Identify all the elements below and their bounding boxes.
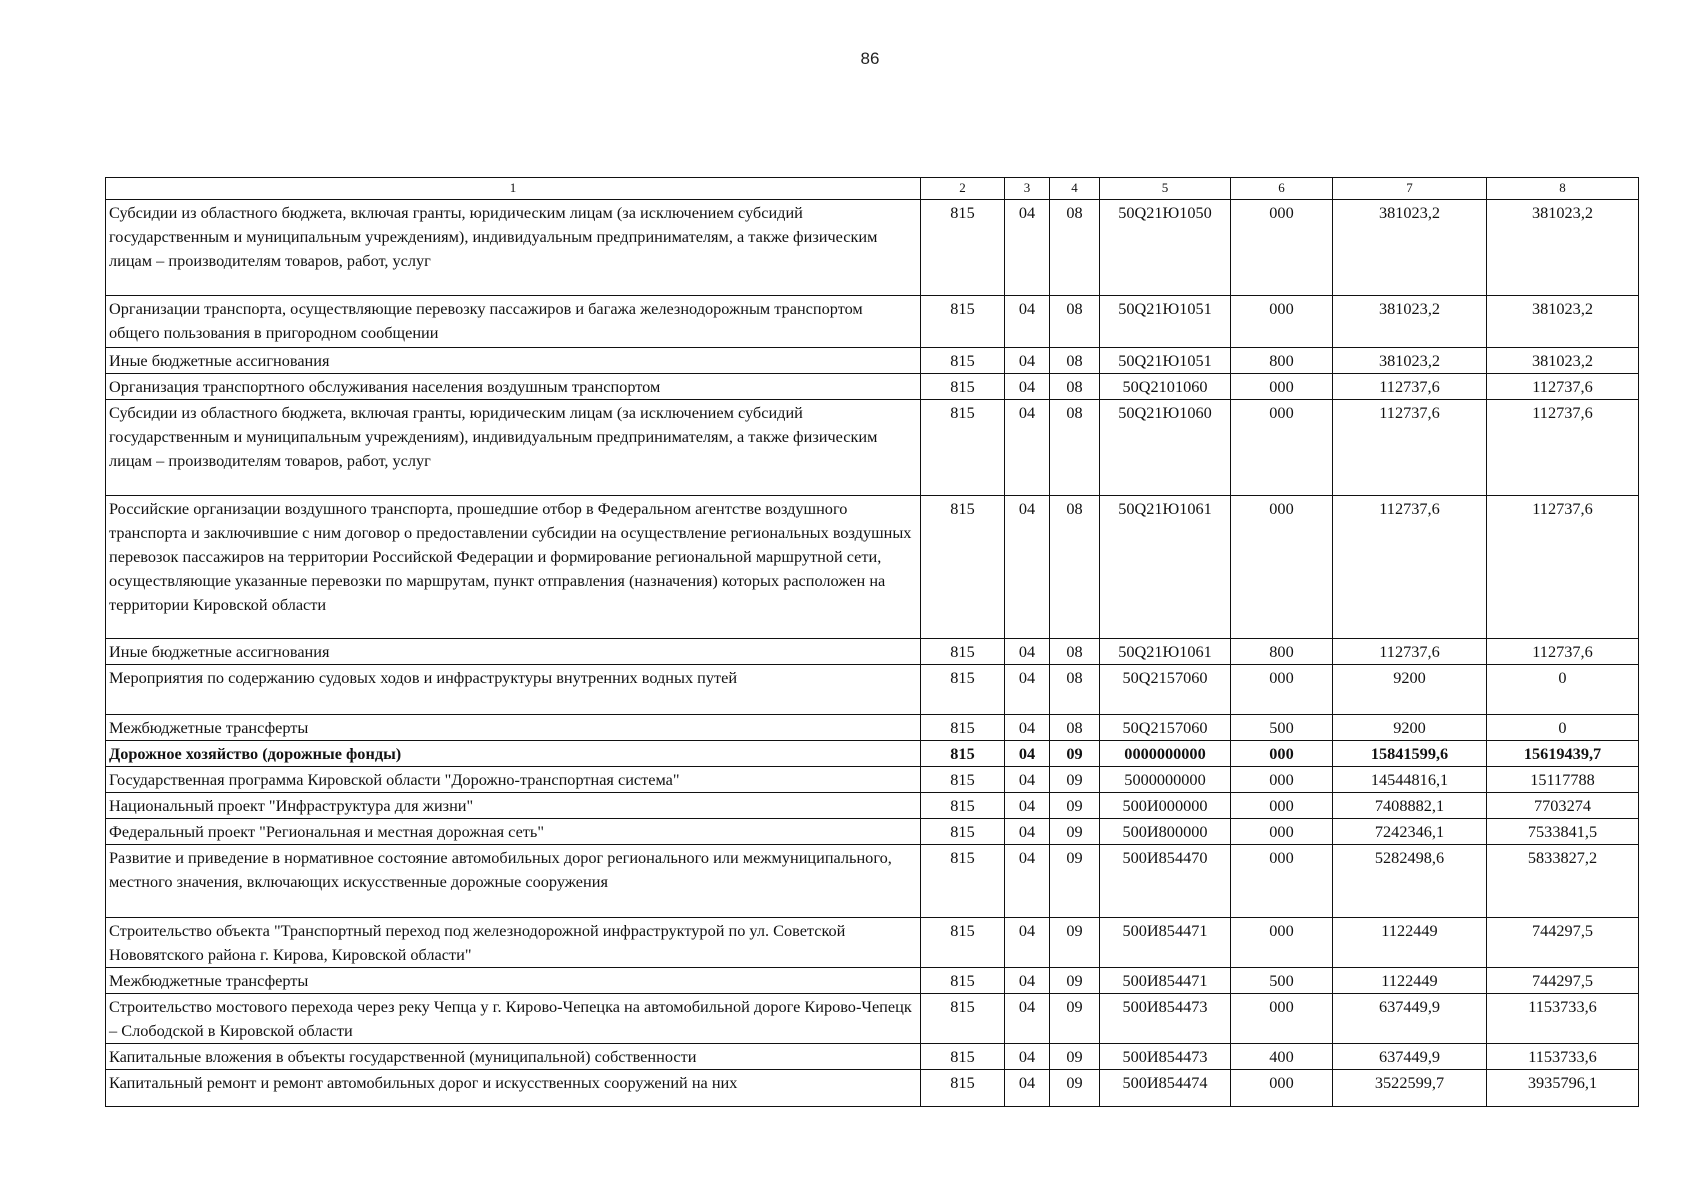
- target-article-cell: 50Q2157060: [1100, 665, 1231, 715]
- expense-type-cell: 000: [1231, 819, 1333, 845]
- expense-type-cell: 000: [1231, 496, 1333, 639]
- table-row: [106, 496, 1639, 639]
- table-row: [106, 639, 1639, 665]
- header-cell: 1: [106, 178, 921, 200]
- subsection-code-cell: 09: [1050, 819, 1100, 845]
- table-row: [106, 296, 1639, 348]
- target-article-cell: 500И854470: [1100, 845, 1231, 918]
- amount-year2-cell: 112737,6: [1487, 374, 1639, 400]
- target-article-cell: 500И854471: [1100, 918, 1231, 968]
- ministry-code-cell: 815: [921, 793, 1005, 819]
- section-code-cell: 04: [1005, 1044, 1050, 1070]
- section-code-cell: 04: [1005, 994, 1050, 1044]
- row-name-cell: Иные бюджетные ассигнования: [106, 348, 921, 374]
- expense-type-cell: 000: [1231, 741, 1333, 767]
- subsection-code-cell: 08: [1050, 374, 1100, 400]
- amount-year1-cell: 637449,9: [1333, 1044, 1487, 1070]
- row-name-cell: Капитальные вложения в объекты государственной (муниципальной) собственности: [106, 1044, 921, 1070]
- expense-type-cell: 500: [1231, 715, 1333, 741]
- amount-year1-cell: 112737,6: [1333, 374, 1487, 400]
- subsection-code-cell: 09: [1050, 1070, 1100, 1107]
- section-code-cell: 04: [1005, 968, 1050, 994]
- subsection-code-cell: 08: [1050, 715, 1100, 741]
- section-code-cell: 04: [1005, 1070, 1050, 1107]
- budget-table: [105, 177, 1639, 1107]
- expense-type-cell: 000: [1231, 767, 1333, 793]
- amount-year2-cell: 3935796,1: [1487, 1070, 1639, 1107]
- amount-year2-cell: 1153733,6: [1487, 1044, 1639, 1070]
- ministry-code-cell: 815: [921, 741, 1005, 767]
- target-article-cell: 5000000000: [1100, 767, 1231, 793]
- amount-year1-cell: 112737,6: [1333, 400, 1487, 496]
- expense-type-cell: 400: [1231, 1044, 1333, 1070]
- target-article-cell: 500И854474: [1100, 1070, 1231, 1107]
- target-article-cell: 500И854471: [1100, 968, 1231, 994]
- ministry-code-cell: 815: [921, 400, 1005, 496]
- amount-year1-cell: 3522599,7: [1333, 1070, 1487, 1107]
- amount-year1-cell: 1122449: [1333, 918, 1487, 968]
- header-cell: 5: [1100, 178, 1231, 200]
- row-name-cell: Дорожное хозяйство (дорожные фонды): [106, 741, 921, 767]
- amount-year2-cell: 744297,5: [1487, 918, 1639, 968]
- amount-year2-cell: 112737,6: [1487, 639, 1639, 665]
- table-row: [106, 200, 1639, 296]
- section-code-cell: 04: [1005, 348, 1050, 374]
- amount-year1-cell: 112737,6: [1333, 639, 1487, 665]
- section-code-cell: 04: [1005, 767, 1050, 793]
- header-cell: 7: [1333, 178, 1487, 200]
- subsection-code-cell: 08: [1050, 400, 1100, 496]
- ministry-code-cell: 815: [921, 715, 1005, 741]
- header-cell: 8: [1487, 178, 1639, 200]
- ministry-code-cell: 815: [921, 994, 1005, 1044]
- ministry-code-cell: 815: [921, 1070, 1005, 1107]
- subsection-code-cell: 09: [1050, 793, 1100, 819]
- target-article-cell: 500И800000: [1100, 819, 1231, 845]
- amount-year2-cell: 381023,2: [1487, 200, 1639, 296]
- target-article-cell: 50Q2157060: [1100, 715, 1231, 741]
- subsection-code-cell: 08: [1050, 496, 1100, 639]
- amount-year2-cell: 381023,2: [1487, 296, 1639, 348]
- subsection-code-cell: 08: [1050, 639, 1100, 665]
- amount-year2-cell: 15619439,7: [1487, 741, 1639, 767]
- row-name-cell: Государственная программа Кировской области "Дорожно-транспортная система": [106, 767, 921, 793]
- subsection-code-cell: 08: [1050, 665, 1100, 715]
- ministry-code-cell: 815: [921, 918, 1005, 968]
- subsection-code-cell: 09: [1050, 1044, 1100, 1070]
- row-name-cell: Организации транспорта, осуществляющие перевозку пассажиров и багажа железнодорожным транспортом общего пользования в пригородном сообщении: [106, 296, 921, 348]
- ministry-code-cell: 815: [921, 200, 1005, 296]
- target-article-cell: 50Q21Ю1051: [1100, 348, 1231, 374]
- ministry-code-cell: 815: [921, 968, 1005, 994]
- subsection-code-cell: 08: [1050, 348, 1100, 374]
- section-code-cell: 04: [1005, 665, 1050, 715]
- amount-year1-cell: 1122449: [1333, 968, 1487, 994]
- table-row: [106, 918, 1639, 968]
- section-code-cell: 04: [1005, 400, 1050, 496]
- row-name-cell: Субсидии из областного бюджета, включая гранты, юридическим лицам (за исключением субсидий государственным и муниципальным учреждениям), индивидуальным предпринимателям, а также физическим лицам – производителям товаров, работ, услуг: [106, 400, 921, 496]
- amount-year2-cell: 15117788: [1487, 767, 1639, 793]
- ministry-code-cell: 815: [921, 496, 1005, 639]
- row-name-cell: Межбюджетные трансферты: [106, 968, 921, 994]
- ministry-code-cell: 815: [921, 639, 1005, 665]
- table-row: [106, 968, 1639, 994]
- table-row: [106, 665, 1639, 715]
- subsection-code-cell: 09: [1050, 741, 1100, 767]
- amount-year1-cell: 381023,2: [1333, 296, 1487, 348]
- header-cell: 4: [1050, 178, 1100, 200]
- amount-year2-cell: 0: [1487, 715, 1639, 741]
- table-body: [106, 178, 1639, 1107]
- ministry-code-cell: 815: [921, 348, 1005, 374]
- section-code-cell: 04: [1005, 200, 1050, 296]
- amount-year1-cell: 112737,6: [1333, 496, 1487, 639]
- expense-type-cell: 800: [1231, 348, 1333, 374]
- subsection-code-cell: 09: [1050, 845, 1100, 918]
- amount-year1-cell: 9200: [1333, 715, 1487, 741]
- amount-year2-cell: 381023,2: [1487, 348, 1639, 374]
- row-name-cell: Субсидии из областного бюджета, включая гранты, юридическим лицам (за исключением субсидий государственным и муниципальным учреждениям), индивидуальным предпринимателям, а также физическим лицам – производителям товаров, работ, услуг: [106, 200, 921, 296]
- table-row: [106, 400, 1639, 496]
- expense-type-cell: 000: [1231, 845, 1333, 918]
- expense-type-cell: 000: [1231, 400, 1333, 496]
- table-row: [106, 374, 1639, 400]
- section-code-cell: 04: [1005, 741, 1050, 767]
- amount-year2-cell: 1153733,6: [1487, 994, 1639, 1044]
- ministry-code-cell: 815: [921, 665, 1005, 715]
- row-name-cell: Российские организации воздушного транспорта, прошедшие отбор в Федеральном агентстве воздушного транспорта и заключившие с ним договор о предоставлении субсидии на осуществление региональных воздушных перевозок пассажиров на территории Российской Федерации и формирование региональной маршрутной сети, осуществляющие указанные перевозки по маршрутам, пункт отправления (назначения) которых расположен на территории Кировской области: [106, 496, 921, 639]
- amount-year1-cell: 14544816,1: [1333, 767, 1487, 793]
- expense-type-cell: 500: [1231, 968, 1333, 994]
- amount-year1-cell: 381023,2: [1333, 348, 1487, 374]
- expense-type-cell: 000: [1231, 374, 1333, 400]
- table-row: [106, 1070, 1639, 1107]
- subsection-code-cell: 09: [1050, 994, 1100, 1044]
- amount-year1-cell: 7242346,1: [1333, 819, 1487, 845]
- amount-year2-cell: 112737,6: [1487, 400, 1639, 496]
- section-code-cell: 04: [1005, 715, 1050, 741]
- target-article-cell: 50Q21Ю1051: [1100, 296, 1231, 348]
- page-number: 86: [860, 49, 880, 68]
- subsection-code-cell: 09: [1050, 968, 1100, 994]
- header-cell: 3: [1005, 178, 1050, 200]
- target-article-cell: 500И854473: [1100, 1044, 1231, 1070]
- ministry-code-cell: 815: [921, 374, 1005, 400]
- target-article-cell: 50Q21Ю1061: [1100, 639, 1231, 665]
- target-article-cell: 0000000000: [1100, 741, 1231, 767]
- amount-year2-cell: 5833827,2: [1487, 845, 1639, 918]
- section-code-cell: 04: [1005, 819, 1050, 845]
- row-name-cell: Национальный проект "Инфраструктура для жизни": [106, 793, 921, 819]
- section-code-cell: 04: [1005, 296, 1050, 348]
- expense-type-cell: 800: [1231, 639, 1333, 665]
- row-name-cell: Развитие и приведение в нормативное состояние автомобильных дорог регионального или межмуниципального, местного значения, включающих искусственные дорожные сооружения: [106, 845, 921, 918]
- target-article-cell: 500И854473: [1100, 994, 1231, 1044]
- subsection-code-cell: 08: [1050, 200, 1100, 296]
- amount-year2-cell: 112737,6: [1487, 496, 1639, 639]
- table-row: [106, 767, 1639, 793]
- expense-type-cell: 000: [1231, 665, 1333, 715]
- ministry-code-cell: 815: [921, 845, 1005, 918]
- row-name-cell: Строительство мостового перехода через реку Чепца у г. Кирово-Чепецка на автомобильной дороге Кирово-Чепецк – Слободской в Кировской области: [106, 994, 921, 1044]
- table-row: [106, 348, 1639, 374]
- row-name-cell: Строительство объекта "Транспортный переход под железнодорожной инфраструктурой по ул. Советской Нововятского района г. Кирова, Кировской области": [106, 918, 921, 968]
- subsection-code-cell: 08: [1050, 296, 1100, 348]
- section-code-cell: 04: [1005, 845, 1050, 918]
- table-row: [106, 715, 1639, 741]
- row-name-cell: Федеральный проект "Региональная и местная дорожная сеть": [106, 819, 921, 845]
- header-cell: 6: [1231, 178, 1333, 200]
- section-code-cell: 04: [1005, 793, 1050, 819]
- amount-year1-cell: 15841599,6: [1333, 741, 1487, 767]
- subsection-code-cell: 09: [1050, 767, 1100, 793]
- row-name-cell: Межбюджетные трансферты: [106, 715, 921, 741]
- target-article-cell: 50Q21Ю1060: [1100, 400, 1231, 496]
- section-code-cell: 04: [1005, 496, 1050, 639]
- ministry-code-cell: 815: [921, 819, 1005, 845]
- section-code-cell: 04: [1005, 374, 1050, 400]
- target-article-cell: 50Q2101060: [1100, 374, 1231, 400]
- row-name-cell: Капитальный ремонт и ремонт автомобильных дорог и искусственных сооружений на них: [106, 1070, 921, 1107]
- amount-year1-cell: 5282498,6: [1333, 845, 1487, 918]
- amount-year2-cell: 7703274: [1487, 793, 1639, 819]
- ministry-code-cell: 815: [921, 296, 1005, 348]
- expense-type-cell: 000: [1231, 994, 1333, 1044]
- expense-type-cell: 000: [1231, 918, 1333, 968]
- subsection-code-cell: 09: [1050, 918, 1100, 968]
- table-row: [106, 994, 1639, 1044]
- ministry-code-cell: 815: [921, 767, 1005, 793]
- expense-type-cell: 000: [1231, 296, 1333, 348]
- header-cell: 2: [921, 178, 1005, 200]
- table-row: [106, 741, 1639, 767]
- amount-year2-cell: 744297,5: [1487, 968, 1639, 994]
- amount-year1-cell: 7408882,1: [1333, 793, 1487, 819]
- row-name-cell: Мероприятия по содержанию судовых ходов и инфраструктуры внутренних водных путей: [106, 665, 921, 715]
- table-header-row: [106, 178, 1639, 200]
- expense-type-cell: 000: [1231, 200, 1333, 296]
- target-article-cell: 50Q21Ю1050: [1100, 200, 1231, 296]
- row-name-cell: Организация транспортного обслуживания населения воздушным транспортом: [106, 374, 921, 400]
- section-code-cell: 04: [1005, 918, 1050, 968]
- amount-year1-cell: 381023,2: [1333, 200, 1487, 296]
- target-article-cell: 500И000000: [1100, 793, 1231, 819]
- expense-type-cell: 000: [1231, 1070, 1333, 1107]
- amount-year2-cell: 0: [1487, 665, 1639, 715]
- table-row: [106, 1044, 1639, 1070]
- row-name-cell: Иные бюджетные ассигнования: [106, 639, 921, 665]
- ministry-code-cell: 815: [921, 1044, 1005, 1070]
- amount-year2-cell: 7533841,5: [1487, 819, 1639, 845]
- section-code-cell: 04: [1005, 639, 1050, 665]
- amount-year1-cell: 637449,9: [1333, 994, 1487, 1044]
- expense-type-cell: 000: [1231, 793, 1333, 819]
- table-row: [106, 819, 1639, 845]
- table-row: [106, 793, 1639, 819]
- target-article-cell: 50Q21Ю1061: [1100, 496, 1231, 639]
- amount-year1-cell: 9200: [1333, 665, 1487, 715]
- table-row: [106, 845, 1639, 918]
